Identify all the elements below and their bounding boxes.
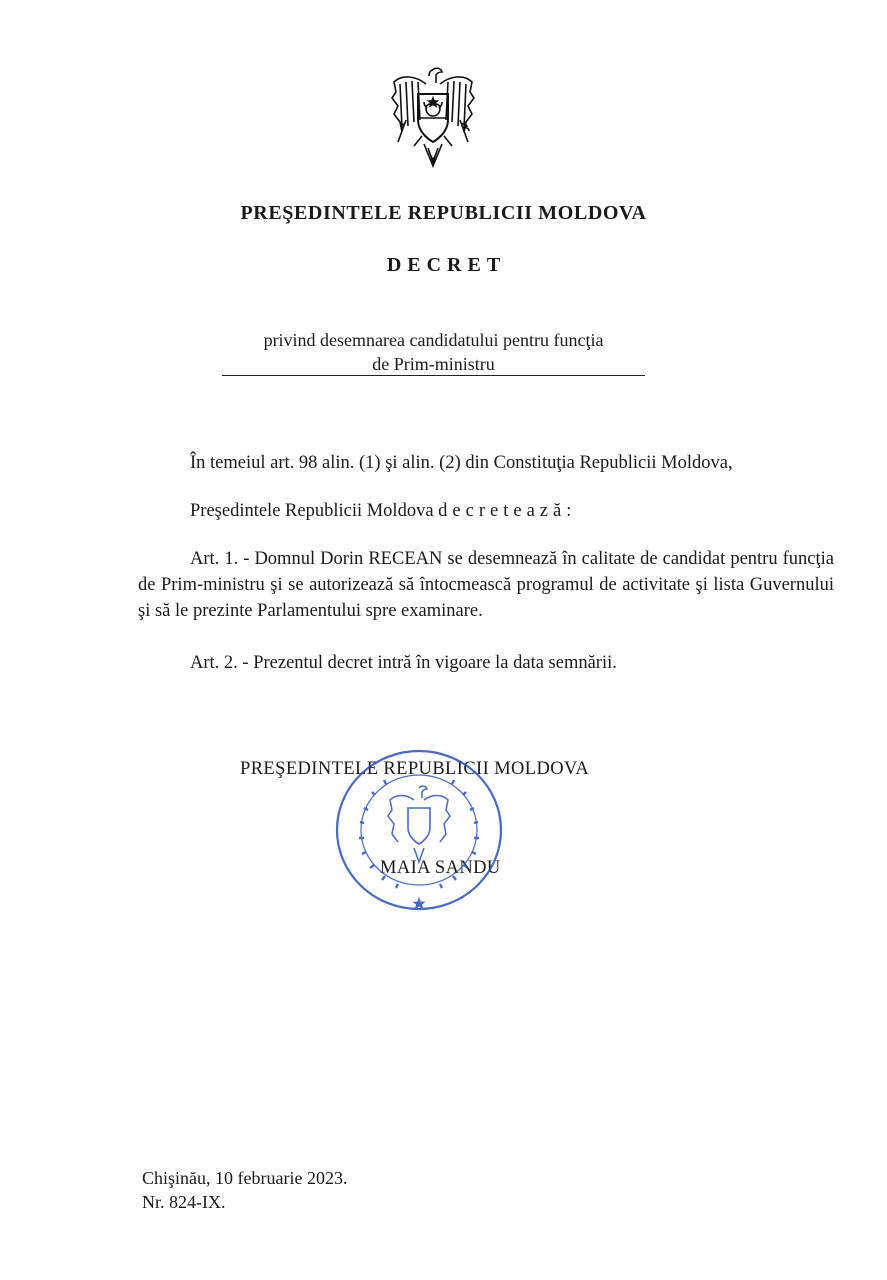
place-and-date: Chişinău, 10 februarie 2023. (142, 1168, 348, 1188)
decree-subject (222, 328, 645, 376)
decree-intro (138, 498, 834, 524)
document-type: DECRET (386, 254, 507, 276)
official-seal-icon (334, 748, 504, 912)
decree-intro-text: Preşedintele Republicii Moldova (190, 501, 434, 521)
decree-verb: decretează: (438, 501, 577, 521)
article-2: Art. 2. - Prezentul decret intră în vigoare la data semnării. (190, 653, 617, 673)
subject-line-2: de Prim-ministru (372, 354, 495, 374)
subject-underline (222, 375, 645, 376)
subject-line-1: privind desemnarea candidatului pentru funcţia (263, 330, 604, 350)
decree-footer (142, 1166, 347, 1214)
signatory-name: MAIA SANDU (380, 858, 501, 878)
legal-basis: În temeiul art. 98 alin. (1) şi alin. (2) din Constituţia Republicii Moldova, (190, 453, 733, 473)
signature-title: PREŞEDINTELE REPUBLICII MOLDOVA (240, 759, 590, 779)
coat-of-arms-icon (388, 62, 478, 176)
decree-number: Nr. 824-IX. (142, 1192, 226, 1212)
page-title: PREŞEDINTELE REPUBLICII MOLDOVA (240, 202, 647, 224)
article-1: Art. 1. - Domnul Dorin RECEAN se desemnează în calitate de candidat pentru funcţia de Prim-ministru şi se autorizează să întocmească programul de activitate şi lista Guvernului şi să le prezinte Parlamentului spre examinare. (138, 549, 834, 621)
